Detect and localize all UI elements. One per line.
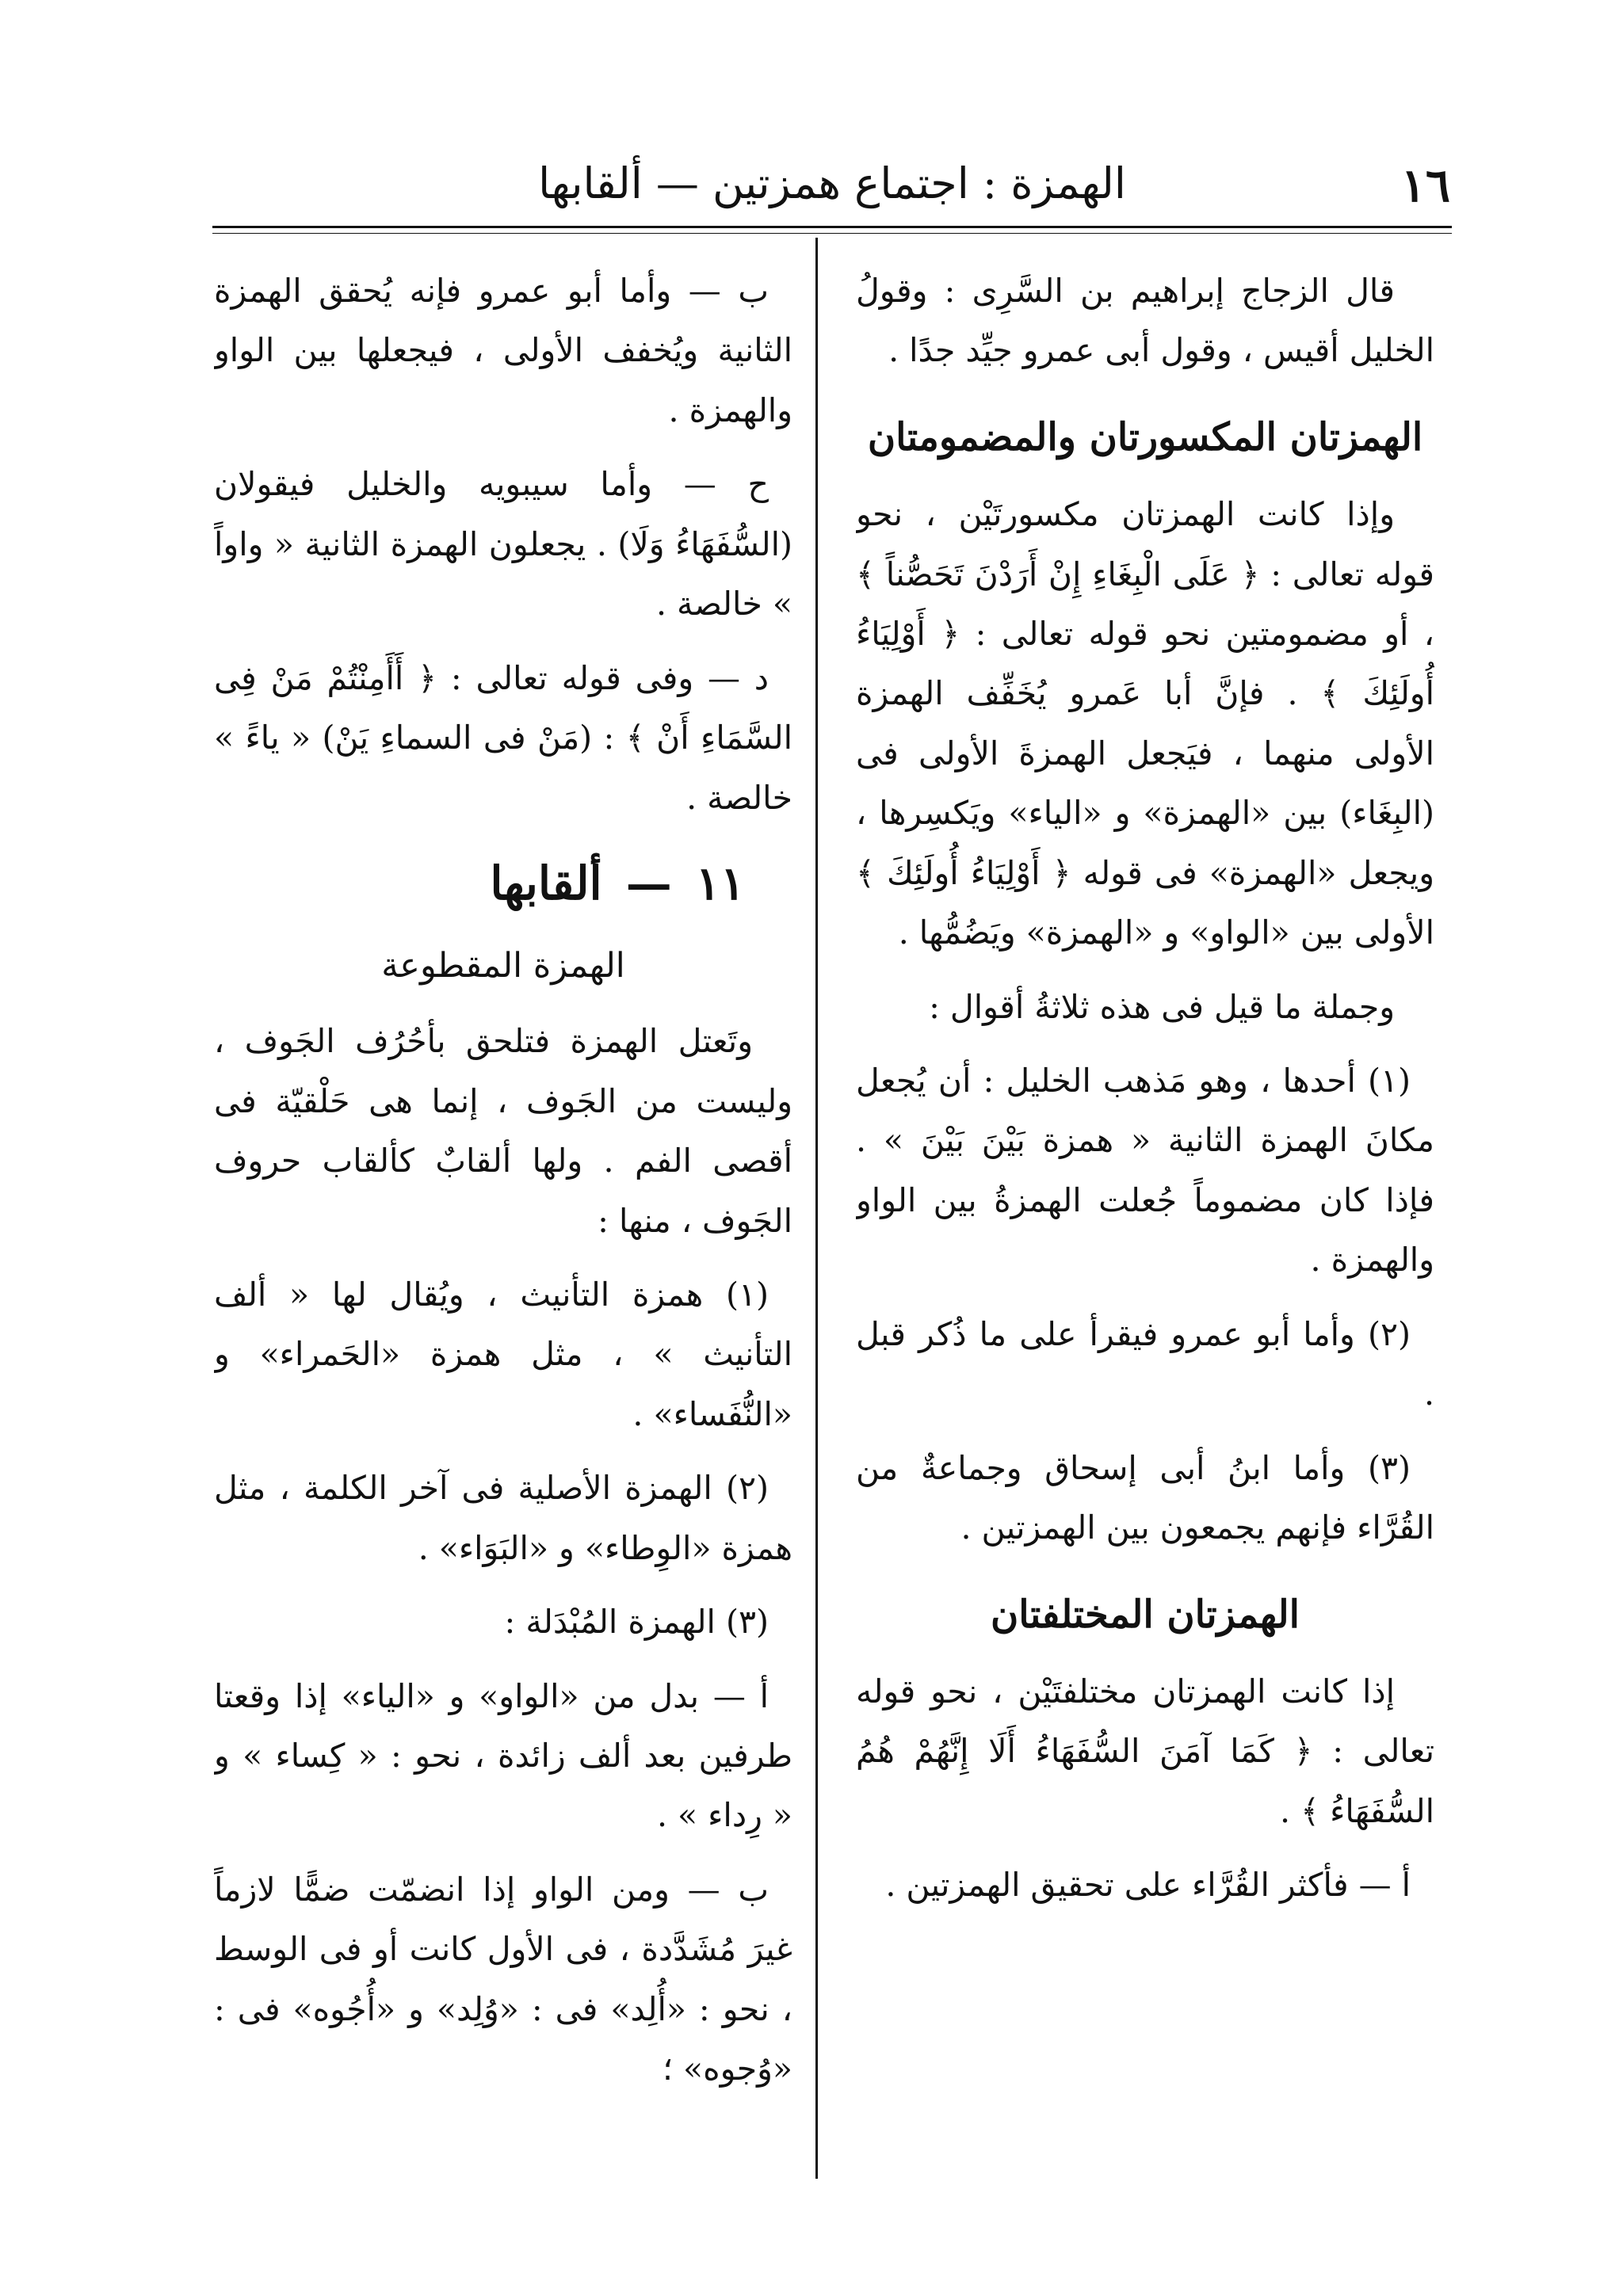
paragraph: أ — فأكثر القُرَّاء على تحقيق الهمزتين .: [885, 1866, 1411, 1904]
paragraph: وجملة ما قيل فى هذه ثلاثةُ أقوال :: [929, 987, 1395, 1026]
section-subtitle: الهمزتان المكسورتان والمضمومتان: [867, 414, 1423, 460]
subsection-title: الهمزة المقطوعة: [381, 946, 625, 986]
page-header: [214, 158, 1450, 222]
paragraph: (٢) وأما أبو عمرو فيقرأ على ما ذُكر قبل .: [856, 1314, 1434, 1413]
section-title: [214, 852, 745, 916]
section-subtitle: الهمزتان المختلفتان: [991, 1592, 1300, 1637]
header-rule-thin: [212, 233, 1452, 234]
paragraph: د — وفى قوله تعالى : ﴿ أَأَمِنْتُمْ مَنْ فِى السَّمَاءِ أَنْ ﴾ : (مَنْ فى السماءِ يَنْ) « ياءً » خالصة .: [214, 658, 792, 817]
paragraph: (٣) وأما ابنُ أبى إسحاق وجماعةٌ من القُرَّاء فإنهم يجمعون بين الهمزتين .: [856, 1448, 1434, 1547]
section-dash: —: [625, 856, 672, 910]
column-divider: [815, 238, 818, 2179]
header-rule: [212, 226, 1452, 228]
paragraph: ب — ومن الواو إذا انضمّت ضمًّا لازماً غيرَ مُشَدَّدة ، فى الأول كانت أو فى الوسط ، نحو : «أُلِد» فى : «وُلِد» و «أُجُوه» فى : «وُجوه» ؛: [214, 1870, 792, 2088]
paragraph: أ — بدل من «الواو» و «الياء» إذا وقعتا طرفين بعد ألف زائدة ، نحو : « كِساء » و « رِداء » .: [214, 1676, 792, 1835]
paragraph: إذا كانت الهمزتان مختلفتَيْن ، نحو قوله تعالى : ﴿ كَمَا آمَنَ السُّفَهَاءُ أَلَا إِنَّهُمْ هُمُ السُّفَهَاءُ ﴾ .: [856, 1672, 1434, 1830]
paragraph: قال الزجاج إبراهيم بن السَّرِى : وقولُ الخليل أقيس ، وقول أبى عمرو جيِّد جدًا .: [856, 272, 1434, 370]
running-title: الهمزة : اجتماع همزتين — ألقابها: [538, 158, 1126, 208]
page-number: ١٦: [1400, 158, 1450, 212]
section-number: ١١: [695, 856, 745, 910]
paragraph: (٣) الهمزة المُبْدَلة :: [504, 1603, 769, 1642]
paragraph: (١) أحدها ، وهو مَذهب الخليل : أن يُجعل مكانَ الهمزة الثانية « همزة بَيْنَ بَيْنَ » . فإذا كان مضموماً جُعلت الهمزةُ بين الواو والهمزة .: [856, 1062, 1434, 1280]
paragraph: (١) همزة التأنيث ، ويُقال لها « ألف التأنيث » ، مثل همزة «الحَمراء» و «النُّفَساء» .: [214, 1275, 792, 1433]
paragraph: ب — وأما أبو عمرو فإنه يُحقق الهمزة الثانية ويُخفف الأولى ، فيجعلها بين الواو والهمزة .: [214, 272, 792, 429]
paragraph: وتَعتل الهمزة فتلحق بأحُرُف الجَوف ، وليست من الجَوف ، إنما هى حَلْقيّة فى أقصى الفم . ولها ألقابٌ كألقاب حروف الجَوف ، منها :: [214, 1022, 792, 1240]
paragraph: ح — وأما سيبويه والخليل فيقولان (السُّفَهَاءُ وَلَا) . يجعلون الهمزة الثانية « واواً » خالصة .: [214, 465, 792, 624]
paragraph: وإذا كانت الهمزتان مكسورتَيْن ، نحو قوله تعالى : ﴿ عَلَى الْبِغَاءِ إِنْ أَرَدْنَ تَحَصُّناً ﴾ ، أو مضمومتين نحو قوله تعالى : ﴿ أَوْلِيَاءُ أُولَئِكَ ﴾ . فإنَّ أبا عَمرو يُخَفِّف الهمزة الأولى منهما ، فيَجعل الهمزةَ الأولى فى (البِغَاء) بين «الهمزة» و «الياء» ويَكسِرها ، ويجعل «الهمزة» فى قوله ﴿ أَوْلِيَاءُ أُولَئِكَ ﴾ الأولى بين «الواو» و «الهمزة» ويَضُمُّها .: [856, 495, 1434, 952]
paragraph: (٢) الهمزة الأصلية فى آخر الكلمة ، مثل همزة «الوِطاء» و «البَوَاء» .: [214, 1469, 792, 1567]
section-label: ألقابها: [490, 856, 602, 910]
left-column: [214, 261, 792, 2179]
right-column: [856, 261, 1434, 2179]
